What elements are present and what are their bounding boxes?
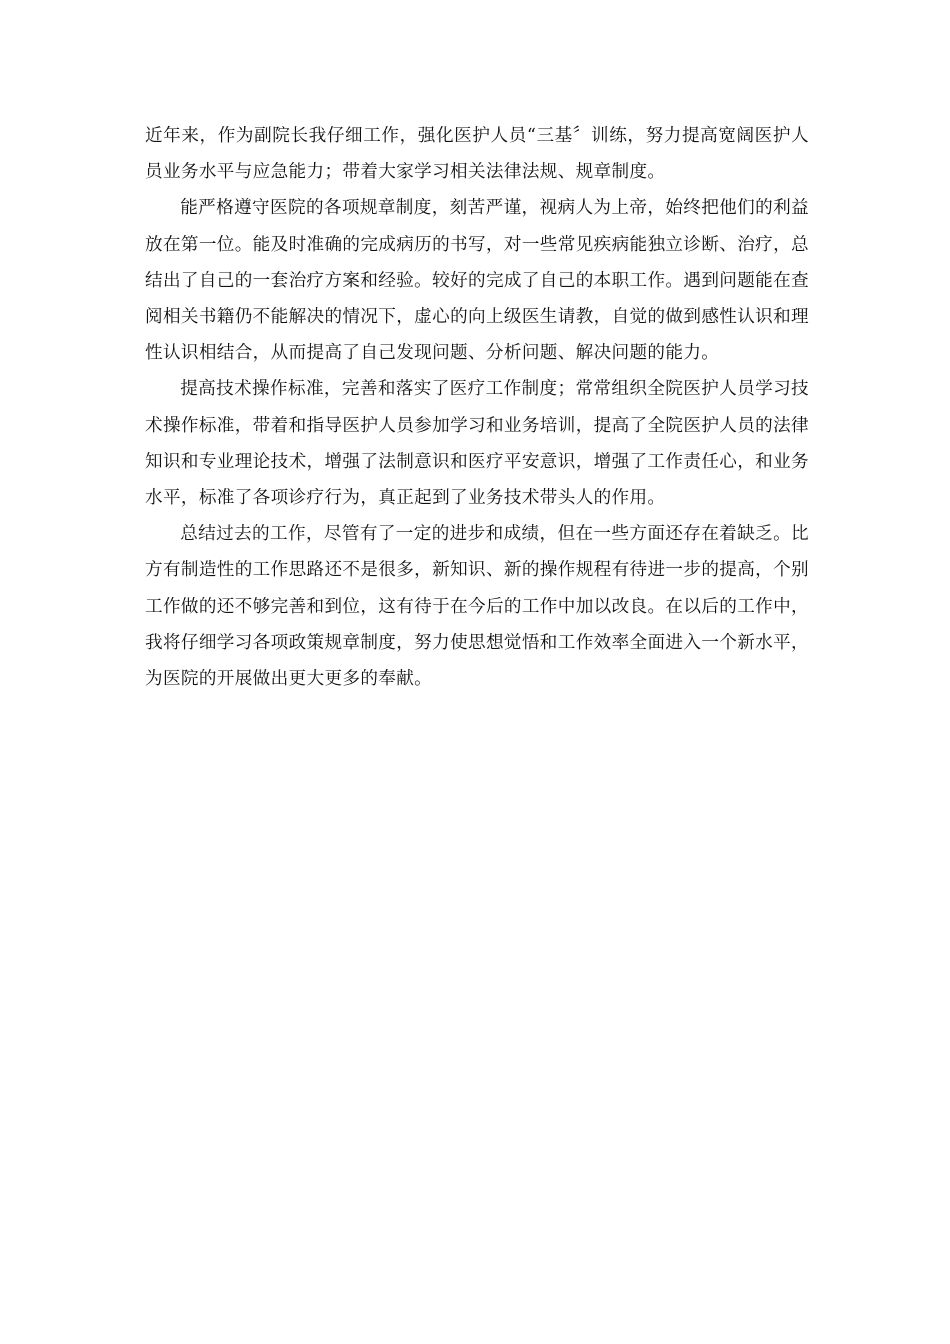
document-body [145,118,809,697]
paragraph-intro: 近年来，作为副院长我仔细工作，强化医护人员“三基〞训练，努力提高宽阔医护人员业务水平与应急能力；带着大家学习相关法律法规、规章制度。 [145,126,809,183]
paragraph-summary: 总结过去的工作，尽管有了一定的进步和成绩，但在一些方面还存在着缺乏。比方有制造性的工作思路还不是很多，新知识、新的操作规程有待进一步的提高，个别工作做的还不够完善和到位，这有待于在今后的工作中加以改良。在以后的工作中，我将仔细学习各项政策规章制度，努力使思想觉悟和工作效率全面进入一个新水平，为医院的开展做出更大更多的奉献。 [145,524,809,690]
paragraph-technical-standards: 提高技术操作标准，完善和落实了医疗工作制度；常常组织全院医护人员学习技术操作标准，带着和指导医护人员参加学习和业务培训，提高了全院医护人员的法律知识和专业理论技术，增强了法制意识和医疗平安意识，增强了工作责任心，和业务水平，标准了各项诊疗行为，真正起到了业务技术带头人的作用。 [145,379,809,509]
paragraph-rules-compliance: 能严格遵守医院的各项规章制度，刻苦严谨，视病人为上帝，始终把他们的利益放在第一位。能及时准确的完成病历的书写，对一些常见疾病能独立诊断、治疗，总结出了自己的一套治疗方案和经验。较好的完成了自己的本职工作。遇到问题能在查阅相关书籍仍不能解决的情况下，虚心的向上级医生请教，自觉的做到感性认识和理性认识相结合，从而提高了自己发现问题、分析问题、解决问题的能力。 [145,198,809,364]
